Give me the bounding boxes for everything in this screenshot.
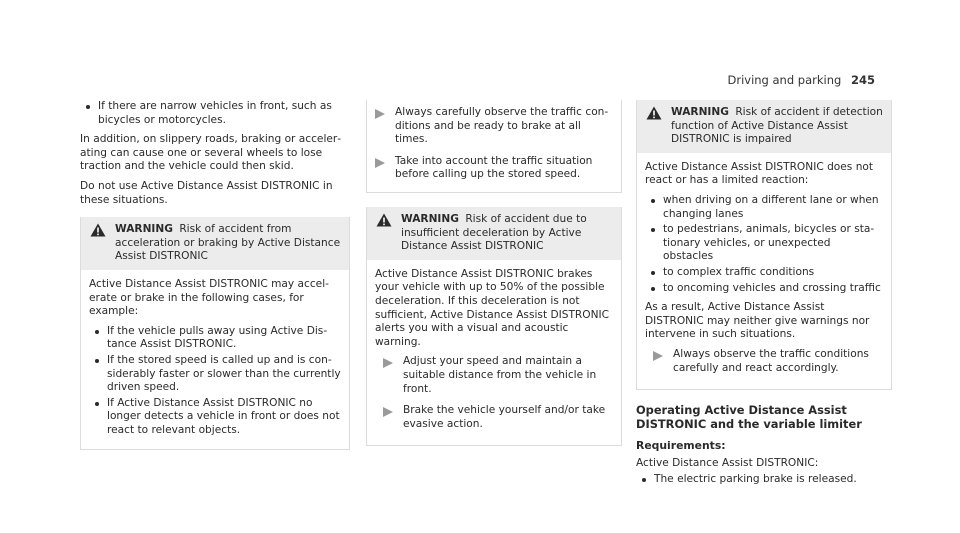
instruction-step bbox=[367, 155, 613, 182]
warning-text: Active Distance Assist DISTRONIC brakes your vehicle with up to 50% of the possible deceleration. If this deceleration is not sufficient, Active Distance Assist DISTRONIC alerts you with a visual and acoustic warning. bbox=[375, 267, 610, 348]
warning-list bbox=[89, 325, 341, 438]
warning-text: Active Distance Assist DISTRONIC may accelerate or brake in the following cases, for example: bbox=[89, 277, 329, 318]
play-arrow-icon bbox=[375, 158, 385, 168]
section-title: Operating Active Distance Assist DISTRONIC and the variable limiter bbox=[636, 403, 862, 431]
warning-box bbox=[366, 207, 622, 446]
list-item: If there are narrow vehicles in front, such as bicycles or motorcycles. bbox=[80, 100, 350, 127]
list-item: The electric parking brake is released. bbox=[636, 473, 892, 487]
warning-header bbox=[367, 207, 621, 260]
paragraph: Do not use Active Distance Assist DISTRONIC in these situations. bbox=[80, 179, 333, 206]
play-arrow-icon bbox=[375, 109, 385, 119]
warning-body bbox=[637, 153, 891, 389]
play-arrow-icon bbox=[653, 351, 663, 361]
warning-header bbox=[637, 100, 891, 153]
warning-triangle-icon bbox=[90, 223, 106, 237]
instruction-step bbox=[375, 355, 613, 396]
column-3 bbox=[636, 100, 892, 493]
list-item: to pedestrians, animals, bicycles or stationary vehicles, or unexpected obstacles bbox=[645, 223, 883, 264]
warning-heading: Risk of accident if detection function of Active Distance Assist DISTRONIC is impaired bbox=[671, 106, 883, 146]
page-header bbox=[727, 73, 875, 87]
step-text: Brake the vehicle yourself and/or take evasive action. bbox=[403, 404, 606, 430]
warning-body bbox=[81, 270, 349, 450]
warning-label: WARNING bbox=[671, 106, 729, 118]
list-item: to oncoming vehicles and crossing traffic bbox=[645, 282, 883, 296]
list-item: If the vehicle pulls away using Active Distance Assist DISTRONIC. bbox=[89, 325, 341, 352]
step-text: Take into account the traffic situation before calling up the stored speed. bbox=[395, 154, 593, 181]
warning-box bbox=[80, 217, 350, 450]
step-text: Adjust your speed and maintain a suitable distance from the vehicle in front. bbox=[403, 355, 597, 395]
list-item: when driving on a different lane or when changing lanes bbox=[645, 194, 883, 221]
step-text: Always carefully observe the traffic conditions and be ready to brake at all times. bbox=[395, 106, 609, 146]
instruction-step bbox=[367, 106, 613, 147]
paragraph: In addition, on slippery roads, braking or accelerating can cause one or several wheels to lose traction and the vehicle could then skid. bbox=[80, 133, 342, 173]
warning-label: WARNING bbox=[401, 212, 459, 225]
instruction-step bbox=[645, 348, 883, 375]
warning-box bbox=[636, 100, 892, 390]
list-item: If the stored speed is called up and is considerably faster or slower than the currently driven speed. bbox=[89, 354, 341, 395]
requirements-label: Requirements: bbox=[636, 439, 726, 453]
warning-triangle-icon bbox=[646, 106, 662, 120]
instruction-step bbox=[375, 404, 613, 431]
warning-text: Active Distance Assist DISTRONIC does not react or has a limited reaction: bbox=[645, 160, 874, 187]
warning-body bbox=[367, 260, 621, 446]
step-text: Always observe the traffic conditions carefully and react accordingly. bbox=[673, 347, 869, 374]
requirements-intro: Active Distance Assist DISTRONIC: bbox=[636, 456, 819, 469]
warning-result: As a result, Active Distance Assist DISTRONIC may neither give warnings nor intervene in such situations. bbox=[645, 301, 870, 341]
column-2 bbox=[366, 100, 622, 446]
section-name: Driving and parking bbox=[727, 73, 842, 87]
warning-heading: Risk of accident due to insufficient deceleration by Active Distance Assist DISTRONIC bbox=[401, 212, 587, 253]
column-1 bbox=[80, 100, 350, 450]
play-arrow-icon bbox=[383, 358, 393, 368]
list-item: to complex traffic conditions bbox=[645, 266, 883, 280]
warning-triangle-icon bbox=[376, 213, 392, 227]
warning-header bbox=[81, 217, 349, 270]
list-item: If Active Distance Assist DISTRONIC no longer detects a vehicle in front or does not react to relevant objects. bbox=[89, 397, 341, 438]
warning-label: WARNING bbox=[115, 223, 173, 236]
requirements-list bbox=[636, 473, 892, 487]
bullet-list bbox=[80, 100, 350, 127]
page-number: 245 bbox=[850, 73, 875, 87]
instruction-box bbox=[366, 100, 622, 193]
play-arrow-icon bbox=[383, 407, 393, 417]
warning-list bbox=[645, 194, 883, 295]
warning-heading: Risk of accident from acceleration or braking by Active Distance Assist DISTRONIC bbox=[115, 223, 341, 263]
